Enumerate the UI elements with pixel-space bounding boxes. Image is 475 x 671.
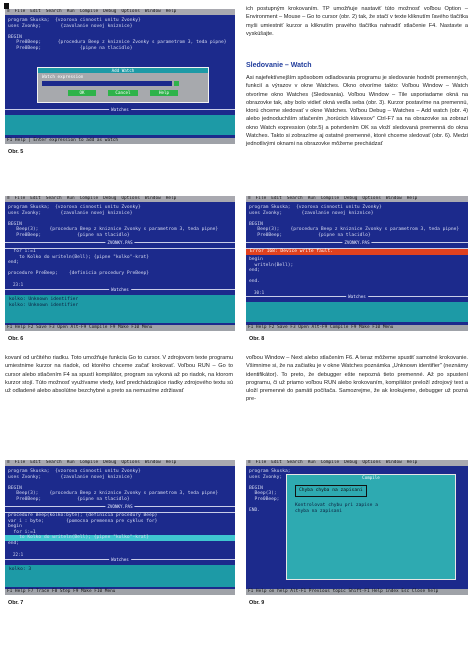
- menu-edit[interactable]: Edit: [271, 460, 282, 465]
- watch-item[interactable]: kolko: 3: [9, 567, 32, 572]
- paragraph-watch-intro: Asi najefektívnejším spôsobom odladovania programu je sledovanie hodnôt premenných, funkcií a výrazov v okne Watches. Okno otvoríme takto: Voľbou Window – Watch otvoríme okno Watches (Sledovania). Voľbou Window – Tile usporiadame okná na obrazovke tak, aby bolo vidieť okná vedľa seba (obr. 3). Kurzor postavíme na premennú, ktorú chceme sledovať v okne Watches. Voľbou Debug – Watches – Add watch (obr. 4) alebo jednoduchším stlačením „horúcich klávesov" Ctrl-F7 sa na obrazovke sa zobrazí okno Watch expression (obr.5) a potvrdením OK sa vloží sledovaná premenná do okna Watches. Takto si zobrazíme aj ostatné premenné, ktoré chceme sledovať (obr. 6). Medzi jednotlivými oknami na obrazovke môžeme prechádzať: [246, 75, 468, 148]
- watches-title: Watches: [111, 557, 129, 562]
- help-text: Kontrolovat chybu pri zapise a chyba na zapisani: [295, 503, 378, 514]
- screenshot-obr9: [246, 460, 468, 595]
- menu-window[interactable]: Window: [144, 196, 161, 201]
- menu-window[interactable]: Window: [385, 196, 402, 201]
- source-code: program Skuska; {vzorova cinnosti unitu Zvonky} uses Zvonky; {zavolanie novej kniznice} BEGIN Beep(3); {procedura Beep z kniznice Zvonky s parametrom 3, teda pipne} Pre0Beep; {pipne na tlacidlo}: [8, 205, 219, 238]
- system-menu-icon[interactable]: ≡: [248, 196, 251, 201]
- menu-debug[interactable]: Debug: [103, 9, 117, 14]
- menu-debug[interactable]: Debug: [103, 196, 117, 201]
- menu-file[interactable]: File: [14, 9, 26, 14]
- help-window: [286, 474, 456, 580]
- paragraph-watch-stepping: voľbou Window – Next alebo stlačením F6. A teraz môžeme spustiť samotné krokovanie. Všimnime si, že na začiatku je v okne Watches poznámka „Unknown identifier" (neznámy identifikátor). To preto, že debugger ešte nepozná tieto premenné. Až po spustení programu, či už priamo voľbou RUN alebo krokovaním, kompilátor preloží zdrojový text a uloží premenné do pamäti počítača. Samozrejme, že ak krokujeme, debugger už pozná pre-: [246, 355, 468, 403]
- system-menu-icon[interactable]: ≡: [7, 196, 10, 201]
- unit-source-code: for i:=1 to Kolko do writeln(Bell); {pipne "kolko"-krat} end; procedure PreBeep; {definicia procedury PreBeep}: [8, 249, 150, 277]
- watches-title: Watches: [348, 294, 366, 299]
- zvonky-window-frame: [5, 242, 235, 249]
- menu-run[interactable]: Run: [66, 9, 75, 14]
- zvonky-window-frame: [246, 242, 468, 249]
- section-heading-watch: Sledovanie – Watch: [246, 62, 312, 69]
- menu-edit[interactable]: Edit: [30, 460, 41, 465]
- watch-expression-input[interactable]: [42, 81, 172, 86]
- caption-obr5: Obr. 5: [8, 149, 24, 155]
- screenshot-obr6: [5, 196, 235, 331]
- menu-edit[interactable]: Edit: [30, 196, 41, 201]
- unit-source-code: begin writeln(Bell); end; end.: [249, 257, 294, 285]
- menu-file[interactable]: File: [255, 460, 267, 465]
- watch-item[interactable]: kolko: Unknown identifier: [9, 303, 79, 308]
- menu-compile[interactable]: Compile: [320, 196, 340, 201]
- help-heading: Chyba chyba na zapisani: [299, 488, 363, 493]
- zvonky-window-frame: [5, 506, 235, 513]
- menu-help[interactable]: Help: [165, 460, 177, 465]
- menu-edit[interactable]: Edit: [271, 196, 282, 201]
- window-title: ZVONKY.PAS: [107, 240, 133, 245]
- menu-bar: [246, 460, 468, 466]
- menu-run[interactable]: Run: [66, 460, 75, 465]
- source-code: program Skuska; {vzorova cinnosti unitu Zvonky} uses Zvonky; {zavolanie novej kniznice} BEGIN Beep(3); {procedura Beep z kniznice Zvonky s parametrom 3, teda pipne} Pre0Beep; {pipne na tlacidlo}: [8, 469, 219, 502]
- menu-bar: [5, 9, 235, 15]
- menu-debug[interactable]: Debug: [103, 460, 117, 465]
- add-watch-dialog: [37, 67, 209, 103]
- cursor-position: 30:1: [254, 290, 265, 295]
- menu-run[interactable]: Run: [307, 460, 316, 465]
- status-bar: F1 Help F2 Save F3 Open Alt-F9 Compile F9 Make F10 Menu: [5, 325, 235, 331]
- history-arrow-icon[interactable]: [174, 81, 179, 86]
- menu-debug[interactable]: Debug: [344, 196, 358, 201]
- cursor-position: 22:1: [13, 552, 24, 557]
- system-menu-icon[interactable]: ≡: [7, 9, 10, 14]
- watches-title: Watches: [111, 287, 129, 292]
- menu-help[interactable]: Help: [165, 196, 177, 201]
- status-bar: F1 Help on help Alt-F1 Previous topic Shift-F1 Help index Esc Close help: [246, 589, 468, 595]
- error-bar: [246, 249, 468, 255]
- menu-search[interactable]: Search: [286, 460, 303, 465]
- status-bar: F1 Help F7 Trace F8 Step F9 Make F10 Menu: [5, 589, 235, 595]
- cursor-position: 23:1: [13, 282, 24, 287]
- menu-file[interactable]: File: [14, 460, 26, 465]
- help-window-title: Compile: [362, 475, 380, 480]
- cancel-button[interactable]: Cancel: [108, 90, 138, 96]
- status-bar: F1 Help F2 Save F3 Open Alt-F9 Compile F9 Make F10 Menu: [246, 325, 468, 331]
- watches-title: Watches: [111, 107, 129, 112]
- paragraph-go-to-cursor: kovaní od určitého riadku. Toto umožňuje funkcia Go to cursor. V zdrojovom texte programu umiestnime kurzor na riadok, od ktorého chceme začať krokovať. Voľbou RUN – Go to cursor alebo stlačením F4 sa spustí kompilátor, program sa vykoná až po riadok, na ktorom kurzor stojí. Túto možnosť využívame vtedy, keď predchádzajúce riadky zdrojového textu sú už odladené alebo absolútne bezchybné a preto sa nemusíme zdržiavať: [5, 355, 233, 395]
- menu-compile[interactable]: Compile: [320, 460, 340, 465]
- watches-pane: [5, 565, 235, 587]
- menu-options[interactable]: Options: [121, 9, 140, 14]
- menu-help[interactable]: Help: [406, 460, 418, 465]
- menu-bar: [246, 196, 468, 202]
- system-menu-icon[interactable]: ≡: [248, 460, 251, 465]
- menu-bar: [5, 460, 235, 466]
- system-menu-icon[interactable]: ≡: [7, 460, 10, 465]
- caption-obr6: Obr. 6: [8, 336, 24, 342]
- paragraph-go-to-cursor-mouse: ich postupným krokovaním. TP umožňuje nastaviť túto možnosť voľbou Option – Environment – Mouse – Go to cursor (obr. 2) tak, že stačí v texte kliknutím ľavého tlačítka myši umiestniť kurzor a kliknutím pravého tlačítka nahradiť stlačenie F4. Nastavte a vyskúšajte.: [246, 6, 468, 37]
- source-code: program Skuska; uses Zvonky; BEGIN Beep(3); Pre0Beep; END.: [249, 469, 291, 514]
- menu-window[interactable]: Window: [144, 460, 161, 465]
- menu-search[interactable]: Search: [286, 196, 303, 201]
- screenshot-obr7: [5, 460, 235, 595]
- source-code: program Skuska; {vzorova cinnosti unitu Zvonky} uses Zvonky; {zavolanie novej kniznice} BEGIN Beep(3); {procedura Beep z kniznice Zvonky s parametrom 3, teda pipne} Pre0Beep; {pipne na tlacidlo}: [249, 205, 460, 238]
- status-bar: F1 Help | Enter expression to add as watch: [5, 138, 235, 144]
- menu-edit[interactable]: Edit: [30, 9, 41, 14]
- menu-file[interactable]: File: [14, 196, 26, 201]
- watch-item[interactable]: kolko: Unknown identifier: [9, 297, 79, 302]
- menu-options[interactable]: Options: [362, 460, 381, 465]
- source-code: program Skuska; {vzorova cinnosti unitu Zvonky} uses Zvonky; {zavolanie novej kniznice} BEGIN Pre0Beep; {procedura Beep z kniznice Zvonky s parametrom 3, teda pipne} Pre0Beep; {pipne na tlacidlo}: [8, 18, 227, 51]
- caption-obr7: Obr. 7: [8, 600, 24, 606]
- menu-search[interactable]: Search: [45, 9, 62, 14]
- error-message: Error 168: Device write fault.: [250, 249, 333, 254]
- watch-expression-label: Watch expression: [42, 75, 84, 80]
- menu-compile[interactable]: Compile: [79, 460, 99, 465]
- menu-search[interactable]: Search: [45, 196, 62, 201]
- unit-source-code: procedure Beep(kolko:byte); {definicia procedury Beep} var i : byte; {pomocna premenna pre cyklus for} begin for i:=1 to Kolko do writeln(Bell); {pipne "kolko"-krat} end;: [8, 513, 158, 546]
- caption-obr8: Obr. 8: [249, 336, 265, 342]
- menu-run[interactable]: Run: [307, 196, 316, 201]
- menu-options[interactable]: Options: [121, 460, 140, 465]
- menu-window[interactable]: Window: [385, 460, 402, 465]
- watches-pane: [246, 302, 468, 322]
- watches-pane: [5, 295, 235, 323]
- screenshot-obr5: [5, 9, 235, 144]
- menu-run[interactable]: Run: [66, 196, 75, 201]
- menu-debug[interactable]: Debug: [344, 460, 358, 465]
- menu-bar: [5, 196, 235, 202]
- menu-window[interactable]: Window: [144, 9, 161, 14]
- menu-help[interactable]: Help: [165, 9, 177, 14]
- menu-help[interactable]: Help: [406, 196, 418, 201]
- menu-search[interactable]: Search: [45, 460, 62, 465]
- window-title: ZVONKY.PAS: [344, 240, 370, 245]
- caption-obr9: Obr. 9: [249, 600, 265, 606]
- watches-pane: [5, 115, 235, 135]
- menu-options[interactable]: Options: [121, 196, 140, 201]
- window-title: ZVONKY.PAS: [107, 504, 133, 509]
- menu-compile[interactable]: Compile: [79, 9, 99, 14]
- menu-options[interactable]: Options: [362, 196, 381, 201]
- help-button[interactable]: Help: [150, 90, 178, 96]
- screenshot-obr8: [246, 196, 468, 331]
- menu-file[interactable]: File: [255, 196, 267, 201]
- ok-button[interactable]: OK: [68, 90, 96, 96]
- menu-compile[interactable]: Compile: [79, 196, 99, 201]
- help-heading-box: [295, 485, 367, 497]
- dialog-title: Add Watch: [38, 68, 208, 73]
